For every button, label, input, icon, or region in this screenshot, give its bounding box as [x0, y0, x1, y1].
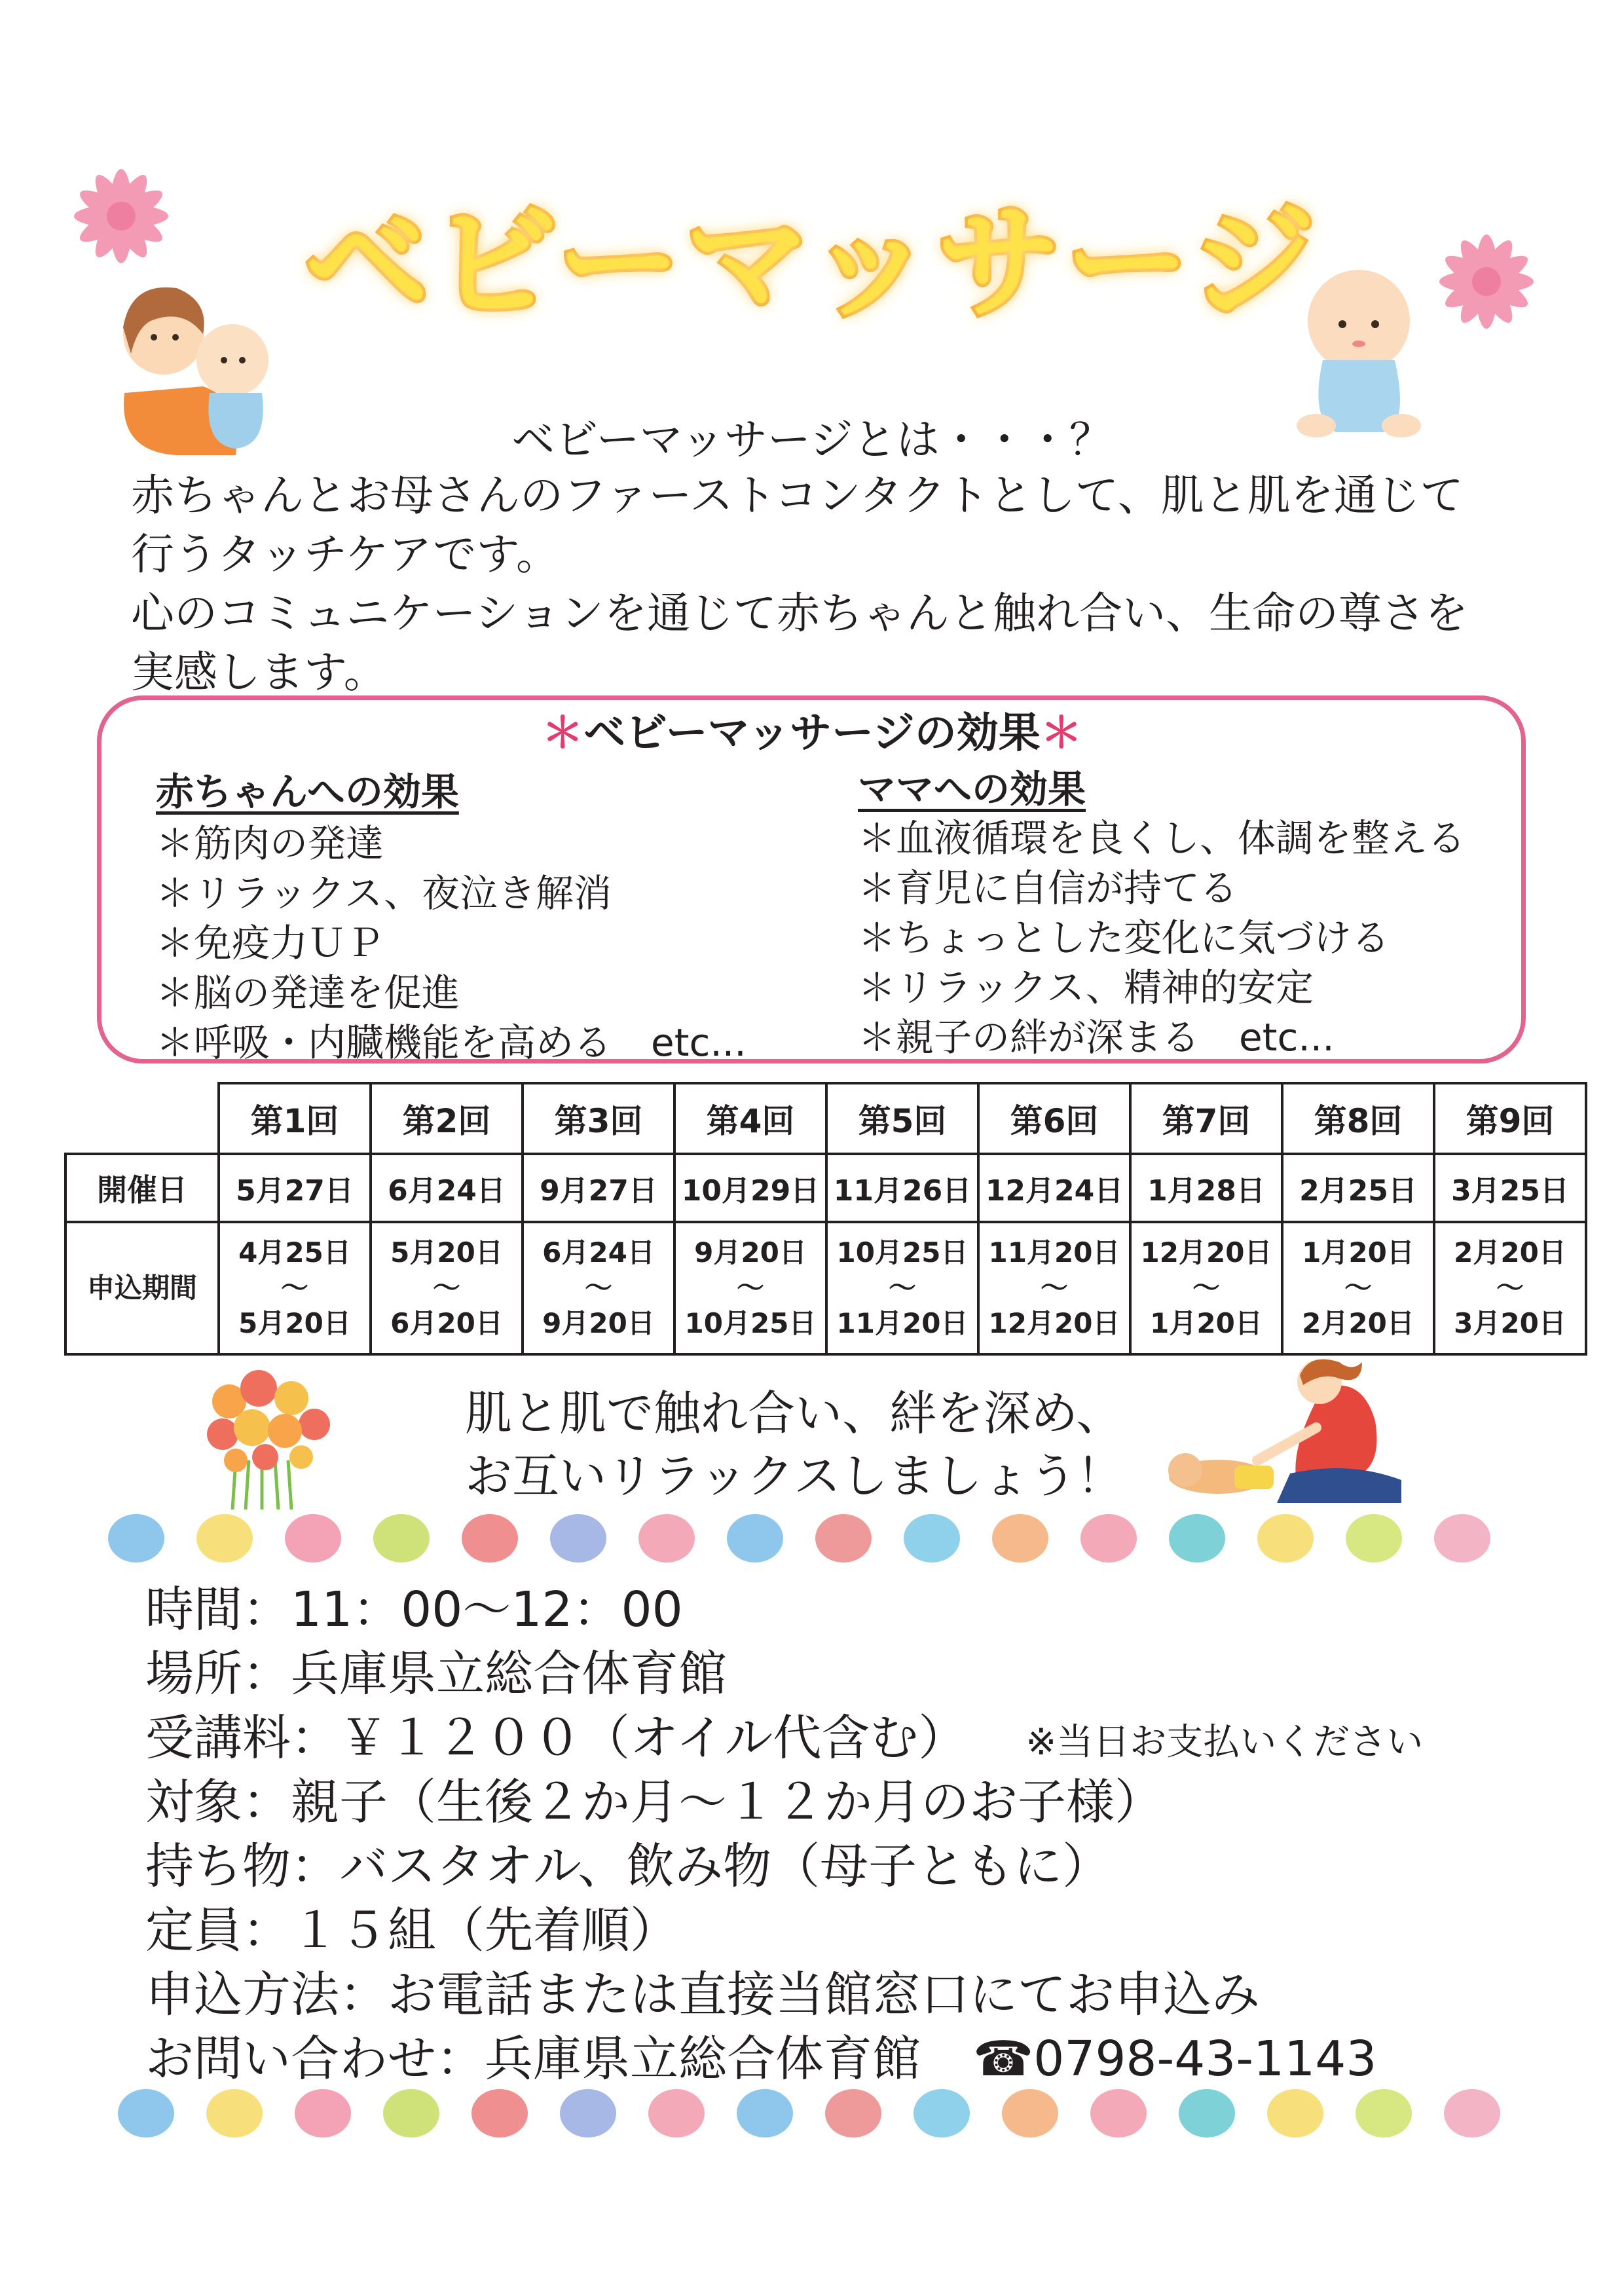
session-header: 第7回: [1130, 1083, 1282, 1154]
decorative-dot: [560, 2089, 616, 2138]
effects-title: ＊ベビーマッサージの効果＊: [542, 709, 1082, 758]
decorative-dot: [1090, 2089, 1147, 2138]
decorative-dot: [295, 2089, 351, 2138]
info-apply: 申込方法：お電話または直接当館窓口にてお申込み: [145, 1967, 1260, 2023]
decorative-dot: [383, 2089, 439, 2138]
decorative-dot: [815, 1514, 872, 1563]
intro-line: 実感します。: [131, 647, 387, 697]
table-cell: 12月24日: [978, 1154, 1130, 1222]
decorative-dot: [206, 2089, 263, 2138]
flower-bouquet-illustration: [196, 1362, 341, 1513]
info-place: 場所：兵庫県立総合体育館: [145, 1646, 727, 1702]
star-icon: ＊: [1040, 709, 1082, 758]
intro-question: ベビーマッサージとは・・・？: [511, 415, 1113, 465]
decorative-dot: [462, 1514, 518, 1563]
decorative-dot: [118, 2089, 174, 2138]
row-label-date: 開催日: [65, 1154, 219, 1222]
list-item: ＊育児に自信が持てる: [858, 866, 1238, 910]
session-header: 第1回: [219, 1083, 371, 1154]
session-header: 第2回: [371, 1083, 523, 1154]
schedule-table: [64, 1082, 1587, 1356]
table-cell: 1月28日: [1130, 1154, 1282, 1222]
decorative-dot: [285, 1514, 341, 1563]
decorative-dot: [1267, 2089, 1323, 2138]
table-cell: 4月25日 ～ 5月20日: [219, 1222, 371, 1354]
session-header: 第8回: [1282, 1083, 1434, 1154]
table-cell: 5月27日: [219, 1154, 371, 1222]
decorative-dot: [1002, 2089, 1058, 2138]
table-cell: 11月20日 ～ 12月20日: [978, 1222, 1130, 1354]
decorative-dot: [550, 1514, 606, 1563]
table-row: [65, 1222, 1586, 1354]
decorative-dot: [1434, 1514, 1490, 1563]
session-header: 第6回: [978, 1083, 1130, 1154]
table-cell: 3月25日: [1434, 1154, 1586, 1222]
table-cell: 10月29日: [674, 1154, 826, 1222]
decorative-dot: [638, 1514, 695, 1563]
session-header: 第3回: [523, 1083, 674, 1154]
session-header: 第9回: [1434, 1083, 1586, 1154]
intro-line: 心のコミュニケーションを通じて赤ちゃんと触れ合い、生命の尊さを: [131, 588, 1469, 639]
list-item: ＊リラックス、精神的安定: [858, 965, 1314, 1010]
info-items: 持ち物：バスタオル、飲み物（母子ともに）: [145, 1838, 1111, 1895]
star-icon: ＊: [542, 709, 584, 758]
table-row: [65, 1154, 1586, 1222]
decorative-dot: [913, 2089, 970, 2138]
session-header: 第5回: [826, 1083, 978, 1154]
fee-note: ※当日お支払いください: [1025, 1721, 1424, 1764]
table-cell: 10月25日 ～ 11月20日: [826, 1222, 978, 1354]
decorative-dot: [1169, 1514, 1225, 1563]
decorative-dot: [992, 1514, 1048, 1563]
baby-effects-column: [156, 761, 747, 1067]
session-header: 第4回: [674, 1083, 826, 1154]
decorative-dot: [648, 2089, 705, 2138]
phone-number: 0798-43-1143: [1033, 2031, 1377, 2087]
intro-line: 赤ちゃんとお母さんのファーストコンタクトとして、肌と肌を通じて: [131, 470, 1464, 521]
info-time: 時間：11：00～12：00: [145, 1582, 683, 1638]
mama-effects-column: [858, 758, 1466, 1062]
decorative-dot: [471, 2089, 528, 2138]
intro-line: 行うタッチケアです。: [131, 529, 560, 580]
decorative-dot: [904, 1514, 960, 1563]
table-cell: 6月24日 ～ 9月20日: [523, 1222, 674, 1354]
list-item: ＊ちょっとした変化に気づける: [858, 916, 1390, 960]
decorative-dot: [1356, 2089, 1412, 2138]
page-title: ベビーマッサージ: [304, 191, 1320, 336]
massage-illustration: [1166, 1349, 1414, 1513]
decorative-dot: [1257, 1514, 1314, 1563]
table-cell: 5月20日 ～ 6月20日: [371, 1222, 523, 1354]
slogan-line: 肌と肌で触れ合い、絆を深め、: [465, 1386, 1124, 1441]
slogan-line: お互いリラックスしましょう！: [465, 1449, 1124, 1504]
decorative-dot: [737, 2089, 793, 2138]
decorative-dot: [108, 1514, 164, 1563]
row-label-period: 申込期間: [65, 1222, 219, 1354]
list-item: ＊呼吸・内臓機能を高める etc...: [156, 1020, 747, 1065]
info-target: 対象：親子（生後２か月～１２か月のお子様）: [145, 1774, 1163, 1830]
decorative-dot: [1179, 2089, 1235, 2138]
decorative-dot: [1080, 1514, 1137, 1563]
info-contact: お問い合わせ：兵庫県立総合体育館 ☎0798-43-1143: [145, 2031, 1377, 2087]
list-item: ＊血液循環を良くし、体調を整える: [858, 816, 1466, 861]
table-header-row: [65, 1083, 1586, 1154]
info-fee: 受講料：￥１２００（オイル代含む） ※当日お支払いください: [145, 1710, 1424, 1766]
mama-effects-heading: ママへの効果: [858, 767, 1086, 811]
list-item: ＊リラックス、夜泣き解消: [156, 871, 612, 916]
decorative-dot: [373, 1514, 430, 1563]
list-item: ＊免疫力ＵＰ: [156, 921, 384, 965]
phone-icon: ☎: [973, 2031, 1034, 2087]
decorative-dot: [825, 2089, 881, 2138]
list-item: ＊脳の発達を促進: [156, 971, 460, 1015]
table-cell: 2月20日 ～ 3月20日: [1434, 1222, 1586, 1354]
decorative-dot: [727, 1514, 783, 1563]
table-cell: 6月24日: [371, 1154, 523, 1222]
info-capacity: 定員：１５組（先着順）: [145, 1902, 678, 1959]
table-cell: 12月20日 ～ 1月20日: [1130, 1222, 1282, 1354]
decorative-dot: [1444, 2089, 1500, 2138]
table-cell: 11月26日: [826, 1154, 978, 1222]
decorative-dot: [1346, 1514, 1402, 1563]
baby-effects-heading: 赤ちゃんへの効果: [156, 769, 459, 814]
table-cell: 9月27日: [523, 1154, 674, 1222]
table-cell: 9月20日 ～ 10月25日: [674, 1222, 826, 1354]
table-cell: 2月25日: [1282, 1154, 1434, 1222]
list-item: ＊親子の絆が深まる etc...: [858, 1015, 1335, 1060]
table-cell: 1月20日 ～ 2月20日: [1282, 1222, 1434, 1354]
decorative-dot: [196, 1514, 253, 1563]
list-item: ＊筋肉の発達: [156, 821, 384, 866]
